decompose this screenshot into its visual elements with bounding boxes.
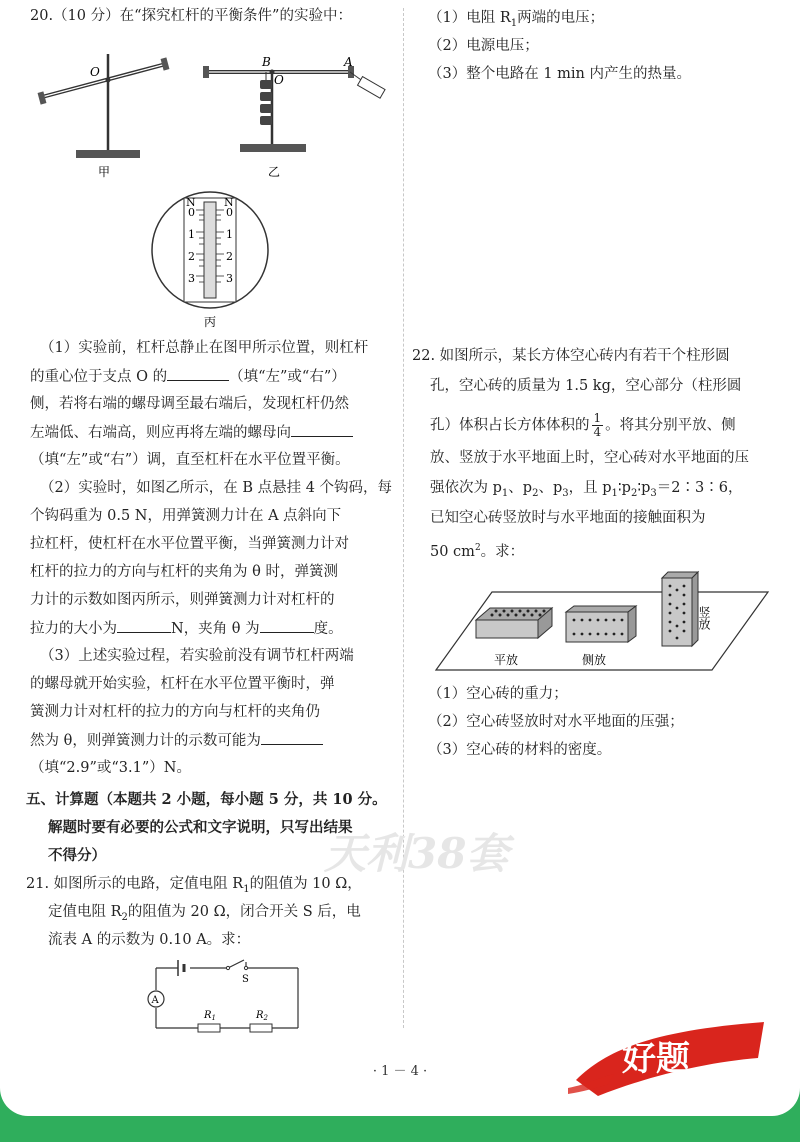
q20-p3-line4: 然为 θ，则弹簧测力计的示数可能为 [30, 730, 323, 751]
q21-line1: 21. 如图所示的电路，定值电阻 $R_1$的阻值为 10 Ω， [26, 876, 362, 895]
q22-line6: 已知空心砖竖放时与水平地面的接触面积为 [430, 510, 706, 526]
q20-p2-line5: 力计的示数如图丙所示，则弹簧测力计对杠杆的 [30, 592, 335, 608]
good-question-stamp [568, 1018, 768, 1096]
scale-unit-right: N [224, 196, 234, 209]
label-vertical: 竖放 [697, 606, 711, 630]
svg-text:天利38套: 天利38套 [324, 829, 509, 878]
circuit-diagram [138, 956, 318, 1036]
pivot-o-yi: O [274, 73, 284, 87]
q21-ask1: （1）电阻 $R_1$两端的电压； [428, 10, 605, 29]
scale-num-2-right: 2 [226, 250, 233, 263]
hook-weights [260, 72, 272, 125]
stand-jia [76, 54, 140, 158]
q22-line1: 22. 如图所示，某长方体空心砖内有若干个柱形圆 [412, 348, 730, 364]
blank-2[interactable] [291, 422, 353, 437]
q22-ask3: （3）空心砖的材料的密度。 [428, 742, 612, 758]
q21-line2: 定值电阻 $R_2$的阻值为 20 Ω，闭合开关 S 后，电 [48, 904, 361, 923]
q20-p2-line6: 拉力的大小为 N，夹角 θ 为 度。 [30, 618, 343, 639]
blank-4[interactable] [260, 618, 314, 633]
q20-p1-line4: 左端低、右端高，则应再将左端的螺母向 [30, 422, 353, 443]
section5-line1: 五、计算题（本题共 2 小题，每小题 5 分，共 10 分。 [26, 791, 387, 808]
point-a-label: A [344, 55, 353, 69]
r1-label: $R_1$ [204, 1010, 216, 1022]
q22-line5: 强依次为 $p_1$、$p_2$、$p_3$，且 $p_1∶p_2∶p_3=2∶3∶6$， [430, 480, 743, 499]
switch-label: S [242, 974, 249, 985]
q22-ask2: （2）空心砖竖放时对水平地面的压强； [428, 714, 684, 730]
label-jia: 甲 [98, 165, 111, 179]
q21-ask2: （2）电源电压； [428, 38, 539, 54]
point-b-label: B [262, 55, 271, 69]
brick-side [566, 606, 636, 642]
q21-ask3: （3）整个电路在 1 min 内产生的热量。 [428, 66, 692, 82]
q20-p3-line3: 簧测力计对杠杆的拉力的方向与杠杆的夹角仍 [30, 704, 320, 720]
scale-num-0: 0 [188, 206, 195, 219]
q21-line3: 流表 A 的示数为 0.10 A。求： [48, 932, 251, 948]
q20-p3-line1: （3）上述实验过程，若实验前没有调节杠杆两端 [40, 648, 354, 664]
lever-jia [38, 57, 170, 104]
q22-line4: 放、竖放于水平地面上时，空心砖对水平地面的压 [430, 450, 749, 466]
label-bing: 丙 [204, 315, 217, 329]
q22-line7: 50 $cm^2$。求： [430, 543, 525, 560]
blank-5[interactable] [261, 730, 323, 745]
scale-unit-left: N [186, 196, 196, 209]
blank-3[interactable] [117, 618, 171, 633]
q20-p1-line2: 的重心位于支点 O 的 （填“左”或“右”） [30, 366, 346, 387]
resistor-r2 [250, 1024, 272, 1032]
figure-yi [200, 34, 390, 184]
scale-num-2: 2 [188, 250, 195, 263]
fraction-one-quarter: $\frac{1}{4}$ [593, 411, 602, 439]
battery-icon [178, 960, 184, 976]
q22-line2: 孔，空心砖的质量为 1.5 kg，空心部分（柱形圆 [430, 378, 742, 394]
ammeter-label: A [151, 995, 159, 1006]
scale-num-1-right: 1 [226, 228, 233, 241]
scale-num-0-right: 0 [226, 206, 233, 219]
stamp-text: 好题 [622, 1039, 690, 1079]
pivot-o-jia: O [90, 65, 100, 79]
scale-num-3-right: 3 [226, 272, 233, 285]
q20-p2-line2: 个钩码重为 0.5 N，用弹簧测力计在 A 点斜向下 [30, 508, 342, 524]
q20-p1-line5: （填“左”或“右”）调，直至杠杆在水平位置平衡。 [30, 452, 350, 468]
scale-num-3: 3 [188, 272, 195, 285]
q20-p3-line5: （填“2.9”或“3.1”）N。 [30, 760, 191, 776]
q20-p2-line3: 拉杠杆，使杠杆在水平位置平衡，当弹簧测力计对 [30, 536, 349, 552]
q22-line3: 孔）体积占长方体体积的 $\frac{1}{4}$ 。将其分别平放、侧 [430, 411, 736, 439]
resistor-r1 [198, 1024, 220, 1032]
brick-vertical [662, 572, 698, 646]
label-flat: 平放 [494, 653, 519, 667]
r2-label: $R_2$ [256, 1010, 268, 1022]
section5-line3: 不得分） [48, 847, 106, 864]
brick-figure [432, 568, 772, 674]
section5-line2: 解题时要有必要的公式和文字说明，只写出结果 [48, 819, 353, 836]
blank-1[interactable] [167, 366, 229, 381]
switch-icon [226, 960, 247, 970]
q20-p2-line1: （2）实验时，如图乙所示，在 B 点悬挂 4 个钩码，每 [40, 480, 393, 496]
q20-p3-line2: 的螺母就开始实验，杠杆在水平位置平衡时，弹 [30, 676, 335, 692]
watermark-logo [318, 818, 518, 888]
scale-num-1: 1 [188, 228, 195, 241]
label-yi: 乙 [268, 165, 281, 179]
page-number: · 1 － 4 · [372, 1064, 428, 1079]
q20-p1-line1: （1）实验前，杠杆总静止在图甲所示位置，则杠杆 [40, 340, 369, 356]
brick-flat [476, 608, 552, 638]
figure-jia [34, 34, 184, 184]
q20-p1-line3: 侧，若将右端的螺母调至最右端后，发现杠杆仍然 [30, 396, 349, 412]
q20-p2-line4: 杠杆的拉力的方向与杠杆的夹角为 θ 时，弹簧测 [30, 564, 338, 580]
stand-yi [240, 72, 306, 152]
figure-bing [146, 190, 276, 332]
q20-head: 20.（10 分）在“探究杠杆的平衡条件”的实验中： [30, 8, 352, 24]
spring-scale [350, 72, 385, 98]
label-side: 侧放 [582, 653, 607, 667]
q22-ask1: （1）空心砖的重力； [428, 686, 568, 702]
